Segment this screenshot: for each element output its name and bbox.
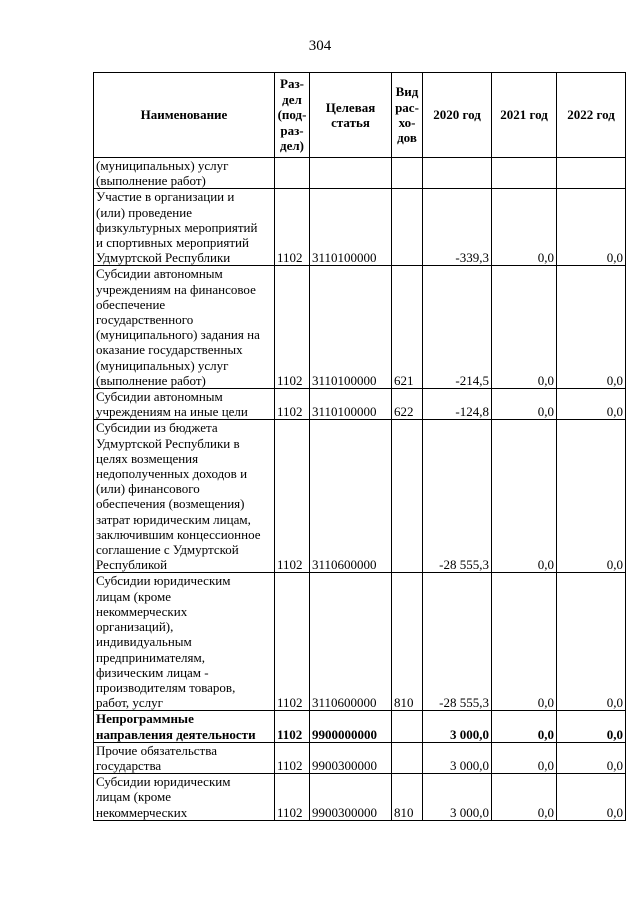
table-row — [94, 189, 626, 266]
cell-target: 3110100000 — [310, 189, 392, 266]
cell-2022: 0,0 — [557, 774, 626, 821]
cell-expense-type — [392, 189, 423, 266]
cell-target: 3110100000 — [310, 389, 392, 420]
table-row — [94, 742, 626, 773]
cell-2020: 3 000,0 — [423, 774, 492, 821]
cell-section: 1102 — [275, 573, 310, 711]
cell-section: 1102 — [275, 266, 310, 389]
cell-2022: 0,0 — [557, 742, 626, 773]
cell-2021: 0,0 — [492, 742, 557, 773]
cell-expense-type — [392, 742, 423, 773]
cell-section — [275, 158, 310, 189]
table-row — [94, 266, 626, 389]
cell-name: Субсидии автономным учреждениям на финансовое обеспечение государственного (муниципального) задания на оказание государственных (муниципальных) услуг (выполнение работ) — [94, 266, 275, 389]
header-name: Наименование — [94, 73, 275, 158]
cell-2022: 0,0 — [557, 573, 626, 711]
cell-2020: 3 000,0 — [423, 711, 492, 742]
cell-2020 — [423, 158, 492, 189]
cell-2021: 0,0 — [492, 389, 557, 420]
cell-name: Прочие обязательства государства — [94, 742, 275, 773]
table-row — [94, 420, 626, 573]
cell-name: Участие в организации и (или) проведение физкультурных мероприятий и спортивных мероприятий Удмуртской Республики — [94, 189, 275, 266]
header-year-2022: 2022 год — [557, 73, 626, 158]
table-body — [94, 158, 626, 821]
cell-expense-type — [392, 420, 423, 573]
cell-target: 3110600000 — [310, 420, 392, 573]
cell-name: Субсидии юридическим лицам (кроме некоммерческих — [94, 774, 275, 821]
cell-expense-type: 810 — [392, 774, 423, 821]
cell-2020: 3 000,0 — [423, 742, 492, 773]
cell-name: Субсидии из бюджета Удмуртской Республики в целях возмещения недополученных доходов и (или) финансового обеспечения (возмещения) затрат юридическим лицам, заключившим концессионное соглашение с Удмуртской Республикой — [94, 420, 275, 573]
header-section: Раз- дел (под- раз- дел) — [275, 73, 310, 158]
header-year-2021: 2021 год — [492, 73, 557, 158]
cell-2022: 0,0 — [557, 189, 626, 266]
cell-2020: -214,5 — [423, 266, 492, 389]
table-row — [94, 774, 626, 821]
cell-target: 9900300000 — [310, 742, 392, 773]
cell-2020: -28 555,3 — [423, 420, 492, 573]
cell-2021: 0,0 — [492, 420, 557, 573]
table-row — [94, 573, 626, 711]
cell-2020: -28 555,3 — [423, 573, 492, 711]
cell-2020: -124,8 — [423, 389, 492, 420]
table-row — [94, 158, 626, 189]
cell-expense-type — [392, 711, 423, 742]
cell-target: 9900300000 — [310, 774, 392, 821]
cell-2021: 0,0 — [492, 189, 557, 266]
cell-section: 1102 — [275, 420, 310, 573]
cell-name: Субсидии автономным учреждениям на иные цели — [94, 389, 275, 420]
page-number: 304 — [308, 38, 332, 54]
cell-expense-type: 622 — [392, 389, 423, 420]
cell-2022: 0,0 — [557, 420, 626, 573]
cell-expense-type: 810 — [392, 573, 423, 711]
header-target: Целевая статья — [310, 73, 392, 158]
cell-section: 1102 — [275, 711, 310, 742]
cell-name: (муниципальных) услуг (выполнение работ) — [94, 158, 275, 189]
table-row — [94, 389, 626, 420]
cell-2021 — [492, 158, 557, 189]
cell-name: Непрограммные направления деятельности — [94, 711, 275, 742]
cell-2022 — [557, 158, 626, 189]
table-row — [94, 711, 626, 742]
cell-target: 3110600000 — [310, 573, 392, 711]
cell-target: 9900000000 — [310, 711, 392, 742]
cell-2021: 0,0 — [492, 774, 557, 821]
cell-2022: 0,0 — [557, 389, 626, 420]
cell-target — [310, 158, 392, 189]
cell-target: 3110100000 — [310, 266, 392, 389]
cell-expense-type — [392, 158, 423, 189]
budget-table — [93, 72, 626, 821]
cell-section: 1102 — [275, 742, 310, 773]
header-expense-type: Вид рас- хо- дов — [392, 73, 423, 158]
cell-2022: 0,0 — [557, 711, 626, 742]
cell-name: Субсидии юридическим лицам (кроме некоммерческих организаций), индивидуальным предпринимателям, физическим лицам - производителям товаров, работ, услуг — [94, 573, 275, 711]
cell-2021: 0,0 — [492, 266, 557, 389]
cell-section: 1102 — [275, 189, 310, 266]
cell-2021: 0,0 — [492, 573, 557, 711]
cell-2021: 0,0 — [492, 711, 557, 742]
cell-2022: 0,0 — [557, 266, 626, 389]
cell-2020: -339,3 — [423, 189, 492, 266]
cell-expense-type: 621 — [392, 266, 423, 389]
cell-section: 1102 — [275, 389, 310, 420]
header-year-2020: 2020 год — [423, 73, 492, 158]
table-header-row — [94, 73, 626, 158]
cell-section: 1102 — [275, 774, 310, 821]
